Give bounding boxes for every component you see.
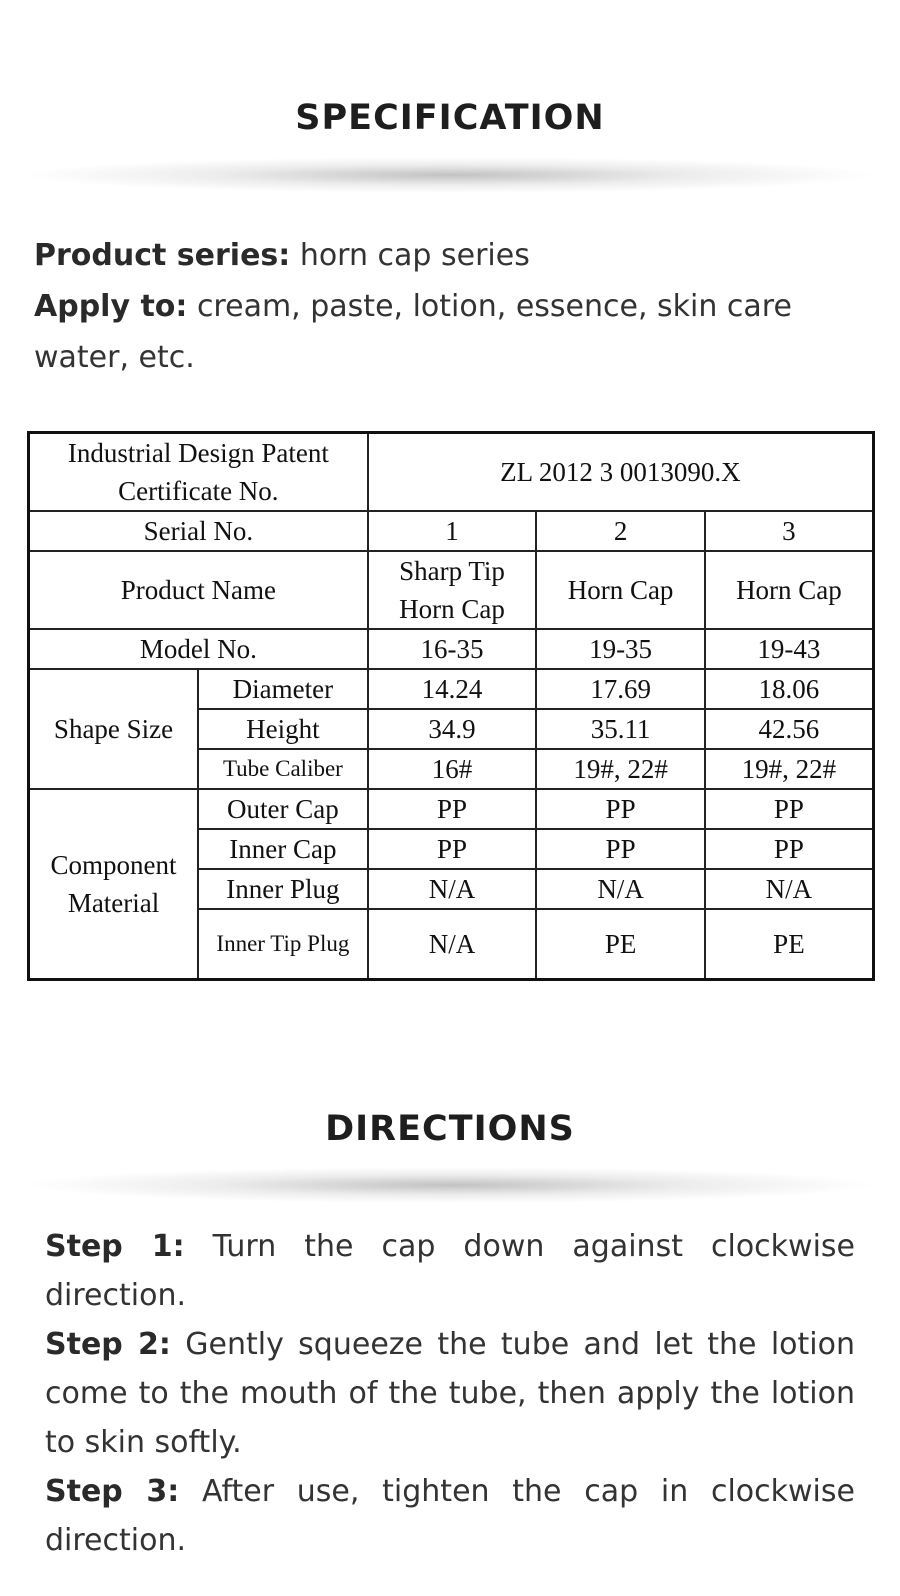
product-series-label: Product series: [34,238,291,273]
apply-to-label: Apply to: [34,289,188,324]
inner-cap-value-cell: PP [536,829,705,869]
table-row [29,669,874,709]
product-name-value-cell: Horn Cap [705,551,874,629]
patent-label-cell: Industrial Design Patent Certificate No. [29,433,368,512]
component-material-label-cell: Component Material [29,789,199,980]
inner-tip-plug-value-cell: PE [705,909,874,980]
inner-tip-plug-label-cell: Inner Tip Plug [198,909,368,980]
serial-value-cell: 2 [536,511,705,551]
step-label: Step 2: [45,1327,171,1362]
section-divider-shadow [25,1167,875,1203]
tube-caliber-value-cell: 19#, 22# [705,749,874,789]
model-value-cell: 19-43 [705,629,874,669]
table-row [29,629,874,669]
apply-to-value: cream, paste, lotion, essence, skin care water, etc. [34,289,792,375]
product-name-value-cell: Horn Cap [536,551,705,629]
step-text: After use, tighten the cap in clockwise direction. [45,1474,855,1558]
product-series-line [34,230,874,281]
specification-table [27,431,875,981]
diameter-value-cell: 17.69 [536,669,705,709]
tube-caliber-value-cell: 19#, 22# [536,749,705,789]
tube-caliber-value-cell: 16# [368,749,537,789]
diameter-label-cell: Diameter [198,669,368,709]
step-item [45,1222,855,1320]
directions-title: DIRECTIONS [325,1109,575,1149]
tube-caliber-label-cell: Tube Caliber [198,749,368,789]
step-label: Step 1: [45,1229,185,1264]
model-value-cell: 19-35 [536,629,705,669]
outer-cap-value-cell: PP [368,789,537,829]
table-row [29,551,874,629]
diameter-value-cell: 18.06 [705,669,874,709]
inner-plug-value-cell: N/A [536,869,705,909]
height-value-cell: 42.56 [705,709,874,749]
table-row [29,789,874,829]
patent-value-cell: ZL 2012 3 0013090.X [368,433,874,512]
table-row [29,433,874,512]
inner-tip-plug-value-cell: PE [536,909,705,980]
step-item [45,1320,855,1467]
serial-label-cell: Serial No. [29,511,368,551]
product-name-value-cell: Sharp Tip Horn Cap [368,551,537,629]
specification-title: SPECIFICATION [295,98,605,138]
model-value-cell: 16-35 [368,629,537,669]
serial-value-cell: 1 [368,511,537,551]
inner-plug-value-cell: N/A [368,869,537,909]
shape-size-label-cell: Shape Size [29,669,199,789]
step-text: Turn the cap down against clockwise direction. [45,1229,855,1313]
product-series-value: horn cap series [290,238,530,273]
outer-cap-value-cell: PP [536,789,705,829]
inner-plug-value-cell: N/A [705,869,874,909]
step-label: Step 3: [45,1474,180,1509]
outer-cap-label-cell: Outer Cap [198,789,368,829]
outer-cap-value-cell: PP [705,789,874,829]
inner-cap-label-cell: Inner Cap [198,829,368,869]
step-item [45,1467,855,1565]
model-label-cell: Model No. [29,629,368,669]
diameter-value-cell: 14.24 [368,669,537,709]
inner-cap-value-cell: PP [368,829,537,869]
table-row [29,511,874,551]
inner-cap-value-cell: PP [705,829,874,869]
section-divider-shadow [25,157,875,193]
product-name-label-cell: Product Name [29,551,368,629]
inner-plug-label-cell: Inner Plug [198,869,368,909]
serial-value-cell: 3 [705,511,874,551]
apply-to-line [34,281,874,383]
directions-steps [45,1222,855,1565]
step-text: Gently squeeze the tube and let the lotion come to the mouth of the tube, then apply the lotion to skin softly. [45,1327,855,1460]
height-value-cell: 35.11 [536,709,705,749]
product-info [34,230,874,383]
height-label-cell: Height [198,709,368,749]
inner-tip-plug-value-cell: N/A [368,909,537,980]
height-value-cell: 34.9 [368,709,537,749]
